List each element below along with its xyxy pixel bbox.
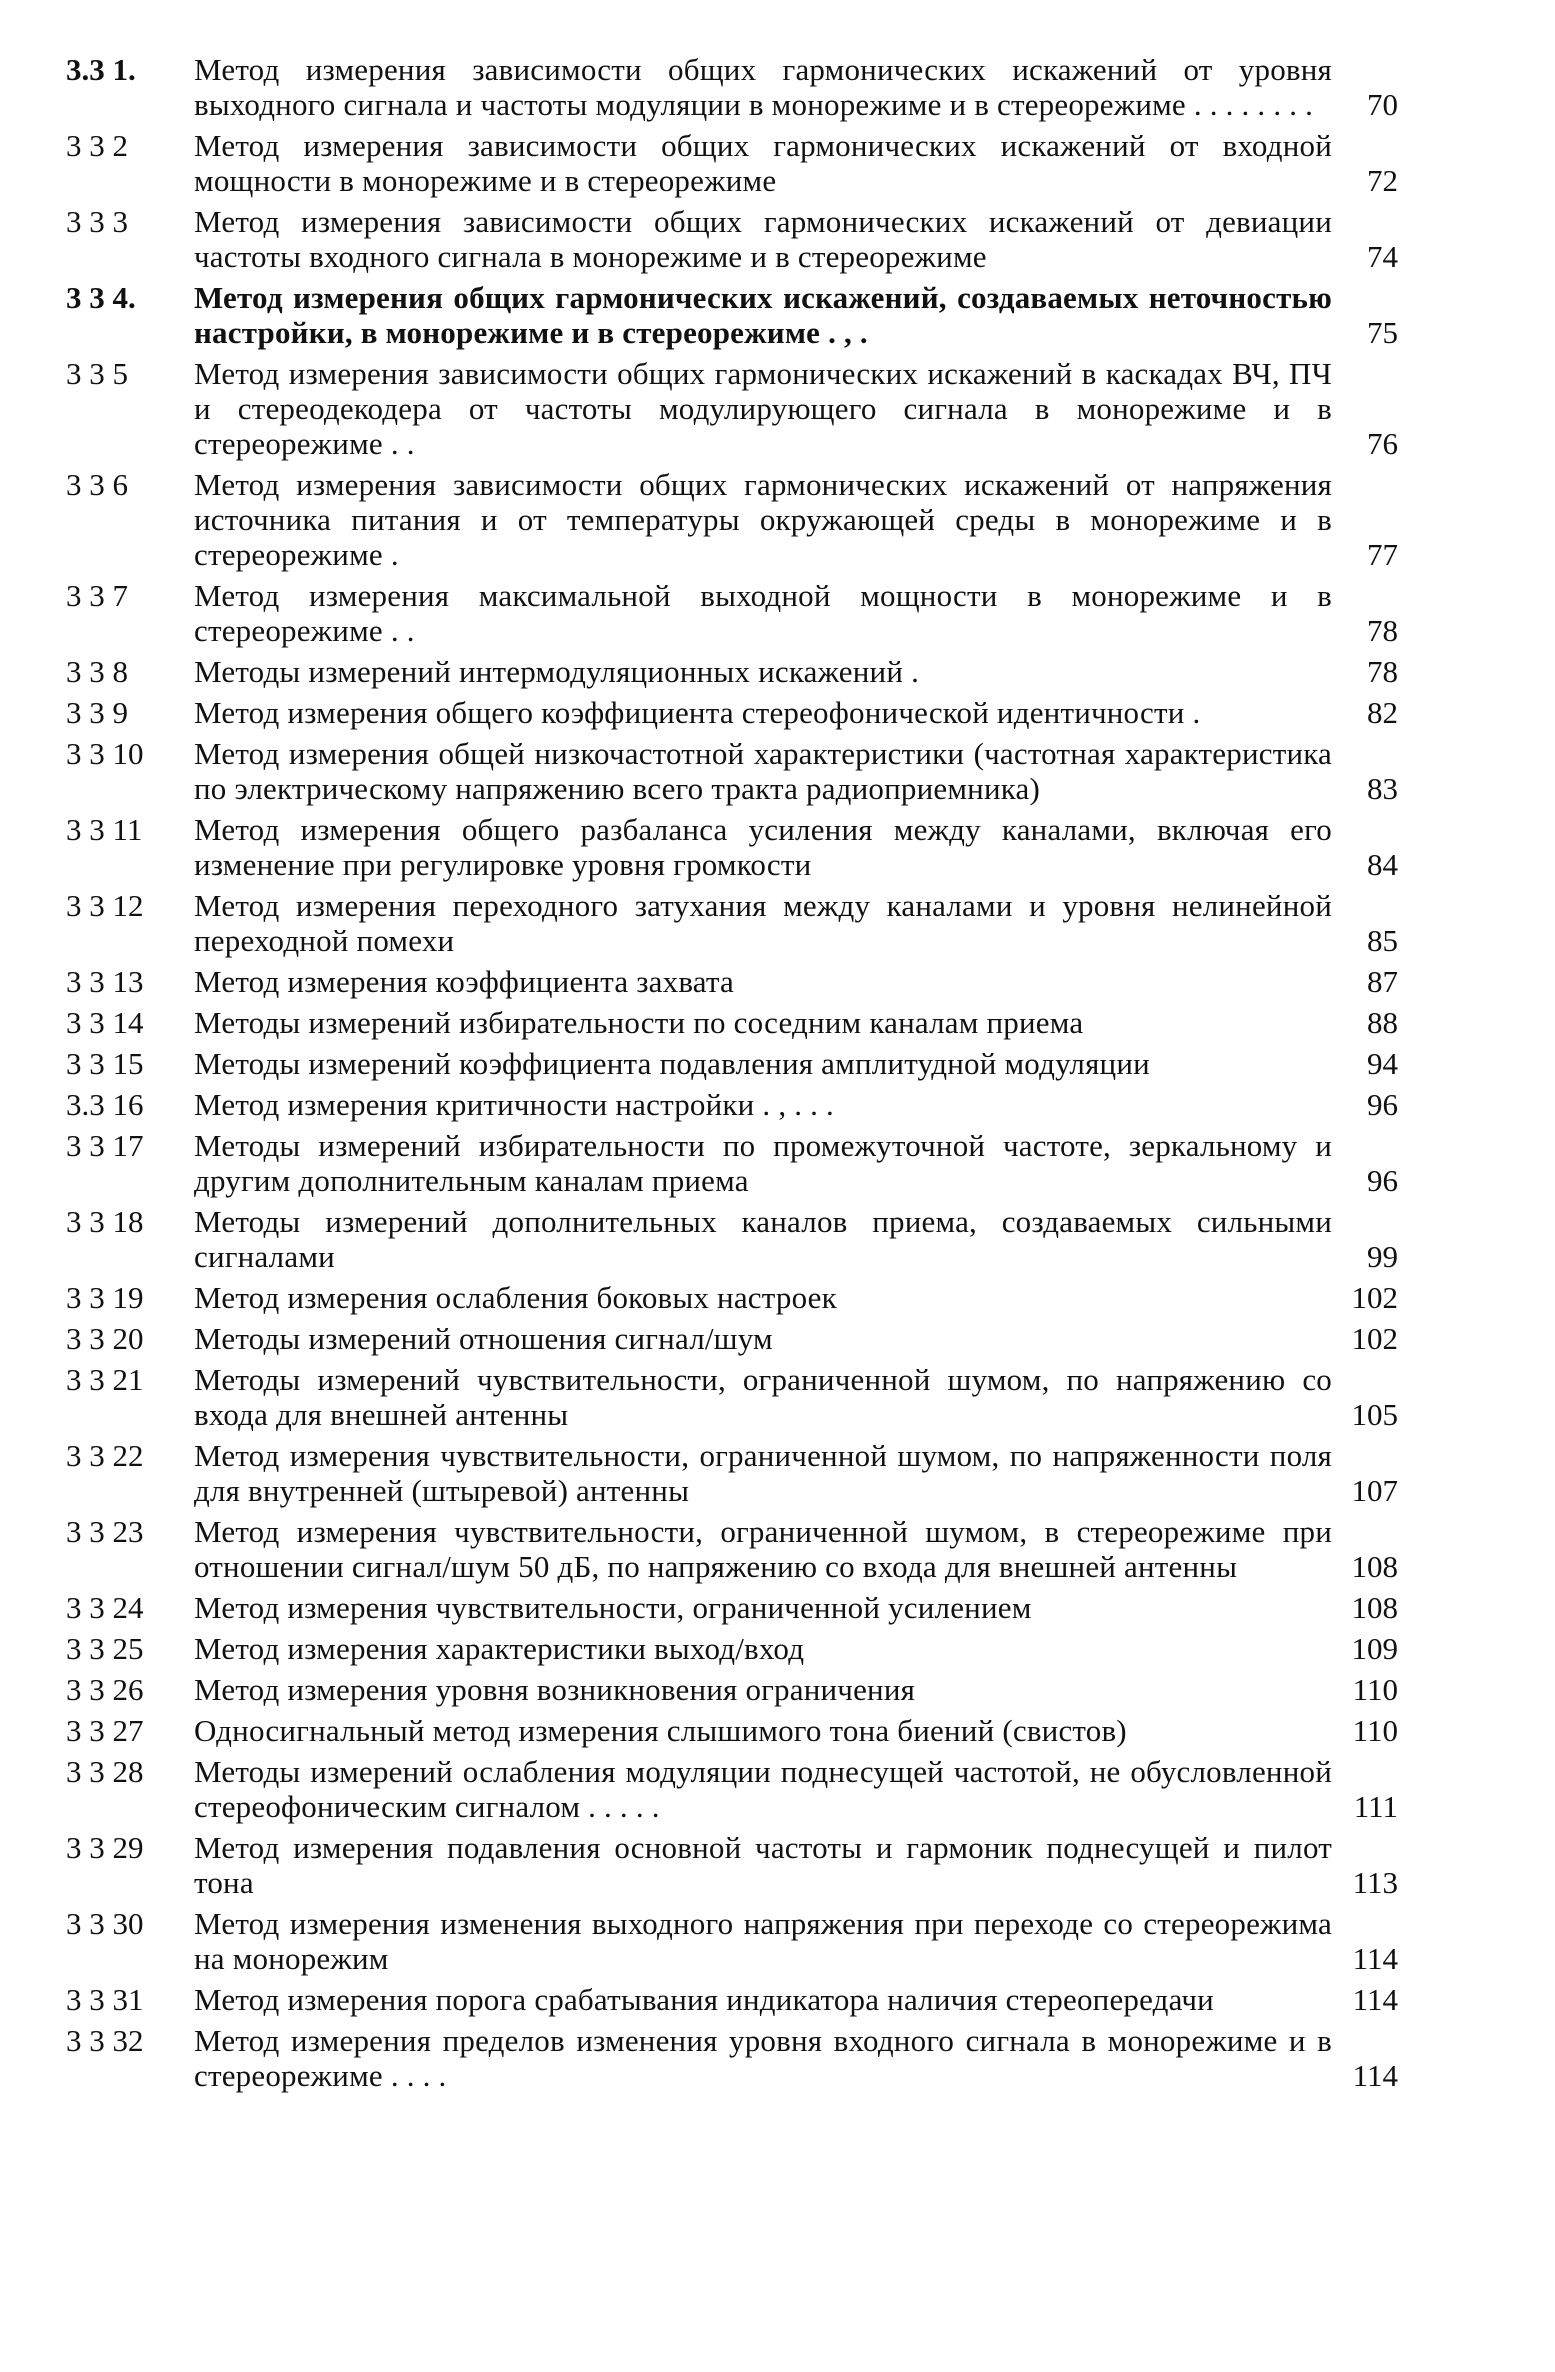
toc-entry <box>66 2023 1398 2093</box>
toc-entry-number: 3 3 3 <box>66 204 128 239</box>
toc-entry-number: 3 3 11 <box>66 812 143 847</box>
toc-entry-page: 107 <box>1351 1473 1398 1508</box>
toc-entry-number: 3 3 15 <box>66 1046 144 1081</box>
toc-entry-page: 109 <box>1351 1631 1398 1666</box>
toc-entry-page: 96 <box>1367 1163 1398 1198</box>
toc-entry <box>66 1438 1398 1508</box>
toc-entry-page: 114 <box>1352 1982 1398 2017</box>
toc-entry-page: 74 <box>1367 239 1398 274</box>
toc-entry <box>66 1321 1398 1356</box>
toc-entry-number: 3 3 25 <box>66 1631 144 1666</box>
toc-entry-title: Метод измерения изменения выходного напряжения при переходе со стереорежима на монорежим <box>194 1906 1332 1976</box>
toc-entry-title: Метод измерения чувствительности, ограниченной шумом, по напряженности поля для внутренней (штыревой) антенны <box>194 1438 1332 1508</box>
toc-entry-page: 78 <box>1367 613 1398 648</box>
toc-entry-title: Односигнальный метод измерения слышимого тона биений (свистов) <box>194 1713 1127 1748</box>
toc-entry-number: 3 3 18 <box>66 1204 144 1239</box>
toc-entry-title: Методы измерений избирательности по соседним каналам приема <box>194 1005 1084 1040</box>
toc-entry-number: 3 3 14 <box>66 1005 144 1040</box>
toc-entry-title: Методы измерений ослабления модуляции поднесущей частотой, не обусловленной стереофоническим сигналом . . . . . <box>194 1754 1332 1824</box>
toc-entry-title: Метод измерения общей низкочастотной характеристики (частотная характеристика по электрическому напряжению всего тракта радиоприемника) <box>194 736 1332 806</box>
toc-entry <box>66 1631 1398 1666</box>
toc-entry-number: 3 3 32 <box>66 2023 144 2058</box>
toc-entry-title: Метод измерения подавления основной частоты и гармоник поднесущей и пилот тона <box>194 1830 1332 1900</box>
toc-entry-number: 3 3 23 <box>66 1514 144 1549</box>
toc-entry-title: Метод измерения максимальной выходной мощности в монорежиме и в стереорежиме . . <box>194 578 1332 648</box>
toc-entry-page: 78 <box>1367 654 1398 689</box>
toc-entry-number: 3 3 6 <box>66 467 128 502</box>
toc-entry-title: Метод измерения общего коэффициента стереофонической идентичности . <box>194 695 1201 730</box>
toc-entry-number: 3 3 26 <box>66 1672 144 1707</box>
toc-entry-title: Методы измерений интермодуляционных искажений . <box>194 654 920 689</box>
toc-entry-page: 102 <box>1351 1321 1398 1356</box>
toc-entry <box>66 964 1398 999</box>
toc-entry <box>66 280 1398 350</box>
toc-entry-page: 83 <box>1367 771 1398 806</box>
toc-entry-number: 3 3 21 <box>66 1362 144 1397</box>
toc-entry-title: Метод измерения общих гармонических искажений, создаваемых неточностью настройки, в монорежиме и в стереорежиме . , . <box>194 280 1332 350</box>
toc-entry-page: 99 <box>1367 1239 1398 1274</box>
toc-entry-number: 3 3 30 <box>66 1906 144 1941</box>
toc-entry-title: Метод измерения зависимости общих гармонических искажений от напряжения источника питания и от температуры окружающей среды в монорежиме и в стереорежиме . <box>194 467 1332 572</box>
toc-entry-page: 111 <box>1353 1789 1398 1824</box>
toc-entry-number: 3 3 13 <box>66 964 144 999</box>
toc-entry <box>66 1128 1398 1198</box>
toc-entry-number: 3.3 16 <box>66 1087 144 1122</box>
toc-entry-page: 108 <box>1351 1590 1398 1625</box>
toc-entry-number: 3 3 7 <box>66 578 128 613</box>
toc-entry-page: 96 <box>1367 1087 1398 1122</box>
toc-entry-title: Метод измерения критичности настройки . , . . . <box>194 1087 834 1122</box>
toc-entry-number: 3 3 29 <box>66 1830 144 1865</box>
toc-entry-number: 3.3 1. <box>66 52 136 87</box>
toc-entry <box>66 812 1398 882</box>
toc-entry-title: Метод измерения чувствительности, ограниченной усилением <box>194 1590 1032 1625</box>
toc-entry-number: 3 3 5 <box>66 356 128 391</box>
toc-entry-page: 88 <box>1367 1005 1398 1040</box>
toc-entry-page: 85 <box>1367 923 1398 958</box>
toc-entry <box>66 1906 1398 1976</box>
toc-entry <box>66 736 1398 806</box>
toc-entry-title: Метод измерения общего разбаланса усиления между каналами, включая его изменение при регулировке уровня громкости <box>194 812 1332 882</box>
toc-entry <box>66 1982 1398 2017</box>
toc-entry <box>66 888 1398 958</box>
toc-entry <box>66 695 1398 730</box>
toc-entry-page: 72 <box>1367 163 1398 198</box>
toc-entry-page: 114 <box>1352 2058 1398 2093</box>
toc-entry <box>66 52 1398 122</box>
toc-entry-title: Метод измерения зависимости общих гармонических искажений от входной мощности в монорежиме и в стереорежиме <box>194 128 1332 198</box>
toc-entry-number: 3 3 31 <box>66 1982 144 2017</box>
toc-entry-number: 3 3 28 <box>66 1754 144 1789</box>
toc-entry-number: 3 3 20 <box>66 1321 144 1356</box>
toc-entry-title: Метод измерения зависимости общих гармонических искажений от уровня выходного сигнала и частоты модуляции в монорежиме и в стереорежиме . . . . . . . . <box>194 52 1332 122</box>
toc-entry-title: Методы измерений коэффициента подавления амплитудной модуляции <box>194 1046 1150 1081</box>
toc-entry <box>66 1280 1398 1315</box>
toc-entry <box>66 204 1398 274</box>
toc-entry-title: Методы измерений чувствительности, ограниченной шумом, по напряжению со входа для внешней антенны <box>194 1362 1332 1432</box>
toc-entry-page: 75 <box>1367 315 1398 350</box>
toc-entry-title: Метод измерения переходного затухания между каналами и уровня нелинейной переходной помехи <box>194 888 1332 958</box>
toc-entry <box>66 1005 1398 1040</box>
toc-entry-page: 77 <box>1367 537 1398 572</box>
toc-entry-title: Метод измерения пределов изменения уровня входного сигнала в монорежиме и в стереорежиме . . . . <box>194 2023 1332 2093</box>
toc-entry-title: Метод измерения зависимости общих гармонических искажений в каскадах ВЧ, ПЧ и стереодекодера от частоты модулирующего сигнала в монорежиме и в стереорежиме . . <box>194 356 1332 461</box>
toc-entry <box>66 1362 1398 1432</box>
toc-entry <box>66 1204 1398 1274</box>
toc-entry-title: Методы измерений дополнительных каналов приема, создаваемых сильными сигналами <box>194 1204 1332 1274</box>
toc-entry <box>66 1672 1398 1707</box>
toc-entry-number: 3 3 10 <box>66 736 144 771</box>
toc-entry-page: 113 <box>1352 1865 1398 1900</box>
toc-entry <box>66 1087 1398 1122</box>
toc-entry-number: 3 3 22 <box>66 1438 144 1473</box>
toc-entry-number: 3 3 2 <box>66 128 128 163</box>
toc-entry-page: 87 <box>1367 964 1398 999</box>
toc-entry <box>66 1514 1398 1584</box>
toc-entry-number: 3 3 4. <box>66 280 136 315</box>
toc-entry <box>66 1830 1398 1900</box>
toc-entry <box>66 467 1398 572</box>
toc-entry <box>66 1754 1398 1824</box>
toc-entry-page: 82 <box>1367 695 1398 730</box>
toc-entry-title: Метод измерения уровня возникновения ограничения <box>194 1672 916 1707</box>
toc-entry-number: 3 3 9 <box>66 695 128 730</box>
toc-entry-page: 114 <box>1352 1941 1398 1976</box>
toc-entry <box>66 356 1398 461</box>
toc-entry-title: Метод измерения коэффициента захвата <box>194 964 735 999</box>
toc-entry <box>66 1590 1398 1625</box>
toc-entry-title: Метод измерения ослабления боковых настроек <box>194 1280 837 1315</box>
toc-entry-number: 3 3 19 <box>66 1280 144 1315</box>
toc-entry-page: 84 <box>1367 847 1398 882</box>
toc-entry-title: Метод измерения характеристики выход/вход <box>194 1631 805 1666</box>
toc-entry-number: 3 3 27 <box>66 1713 144 1748</box>
toc-entry-title: Методы измерений избирательности по промежуточной частоте, зеркальному и другим дополнительным каналам приема <box>194 1128 1332 1198</box>
toc-entry <box>66 1046 1398 1081</box>
toc-entry <box>66 578 1398 648</box>
toc-entry-number: 3 3 24 <box>66 1590 144 1625</box>
toc-entry-title: Метод измерения порога срабатывания индикатора наличия стереопередачи <box>194 1982 1214 2017</box>
toc-entry-number: 3 3 8 <box>66 654 128 689</box>
toc-entry <box>66 1713 1398 1748</box>
toc-entry-page: 102 <box>1351 1280 1398 1315</box>
toc-entry <box>66 128 1398 198</box>
toc-entry-page: 110 <box>1352 1672 1398 1707</box>
toc-entry-page: 76 <box>1367 426 1398 461</box>
toc-entry-page: 70 <box>1367 87 1398 122</box>
toc-entry-page: 105 <box>1351 1397 1398 1432</box>
toc-entry-page: 110 <box>1352 1713 1398 1748</box>
table-of-contents <box>66 52 1398 2099</box>
toc-entry-title: Метод измерения зависимости общих гармонических искажений от девиации частоты входного сигнала в монорежиме и в стереорежиме <box>194 204 1332 274</box>
toc-entry-title: Методы измерений отношения сигнал/шум <box>194 1321 773 1356</box>
toc-entry-number: 3 3 12 <box>66 888 144 923</box>
toc-entry <box>66 654 1398 689</box>
toc-entry-page: 94 <box>1367 1046 1398 1081</box>
toc-entry-title: Метод измерения чувствительности, ограниченной шумом, в стереорежиме при отношении сигнал/шум 50 дБ, по напряжению со входа для внешней антенны <box>194 1514 1332 1584</box>
toc-entry-page: 108 <box>1351 1549 1398 1584</box>
toc-entry-number: 3 3 17 <box>66 1128 144 1163</box>
